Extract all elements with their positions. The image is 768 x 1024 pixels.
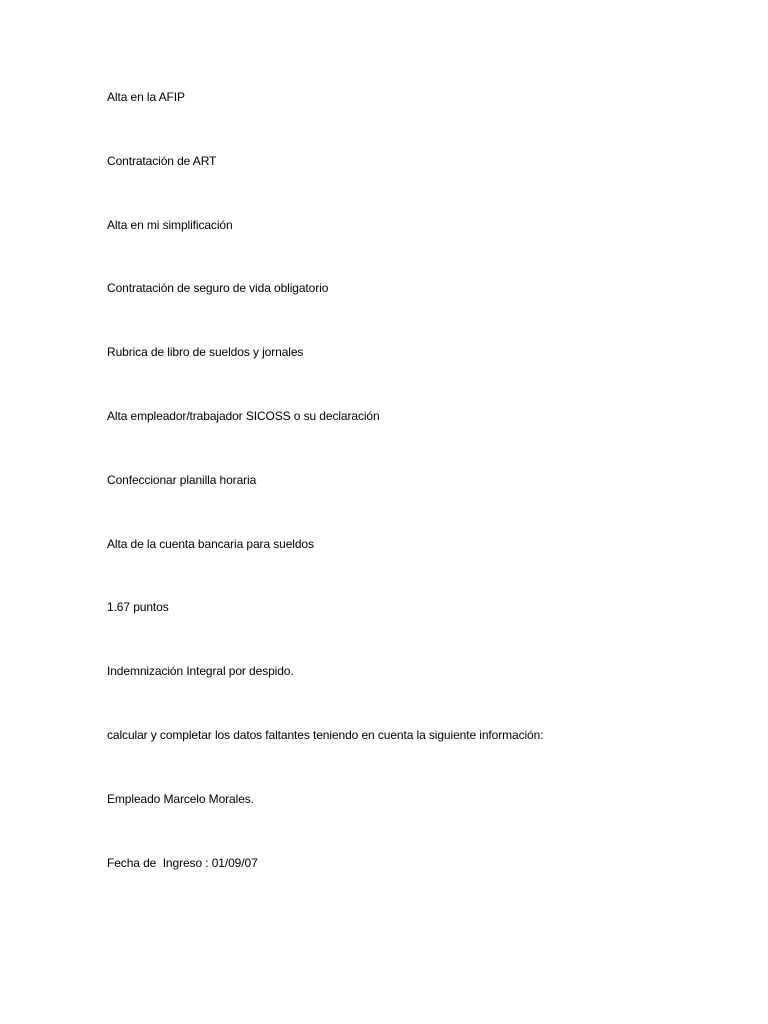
text-line: Empleado Marcelo Morales. [107, 791, 254, 806]
text-line: Alta en mi simplificación [107, 217, 233, 232]
text-line: Alta en la AFIP [107, 90, 185, 104]
text-line: Indemnización Integral por despido. [107, 664, 294, 679]
text-line: Alta de la cuenta bancaria para sueldos [107, 536, 314, 551]
text-line: calcular y completar los datos faltantes teniendo en cuenta la siguiente información: [107, 727, 544, 742]
text-line: Confeccionar planilla horaria [107, 472, 257, 487]
document-body [107, 88, 727, 917]
text-line: Rubrica de libro de sueldos y jornales [107, 345, 304, 360]
text-line: 1.67 puntos [107, 600, 169, 615]
text-line: Alta empleador/trabajador SICOSS o su declaración [107, 408, 380, 423]
text-line: Fecha de Ingreso : 01/09/07 [107, 855, 258, 870]
text-line: Contratación de ART [107, 153, 217, 168]
text-line: Contratación de seguro de vida obligatorio [107, 281, 329, 296]
